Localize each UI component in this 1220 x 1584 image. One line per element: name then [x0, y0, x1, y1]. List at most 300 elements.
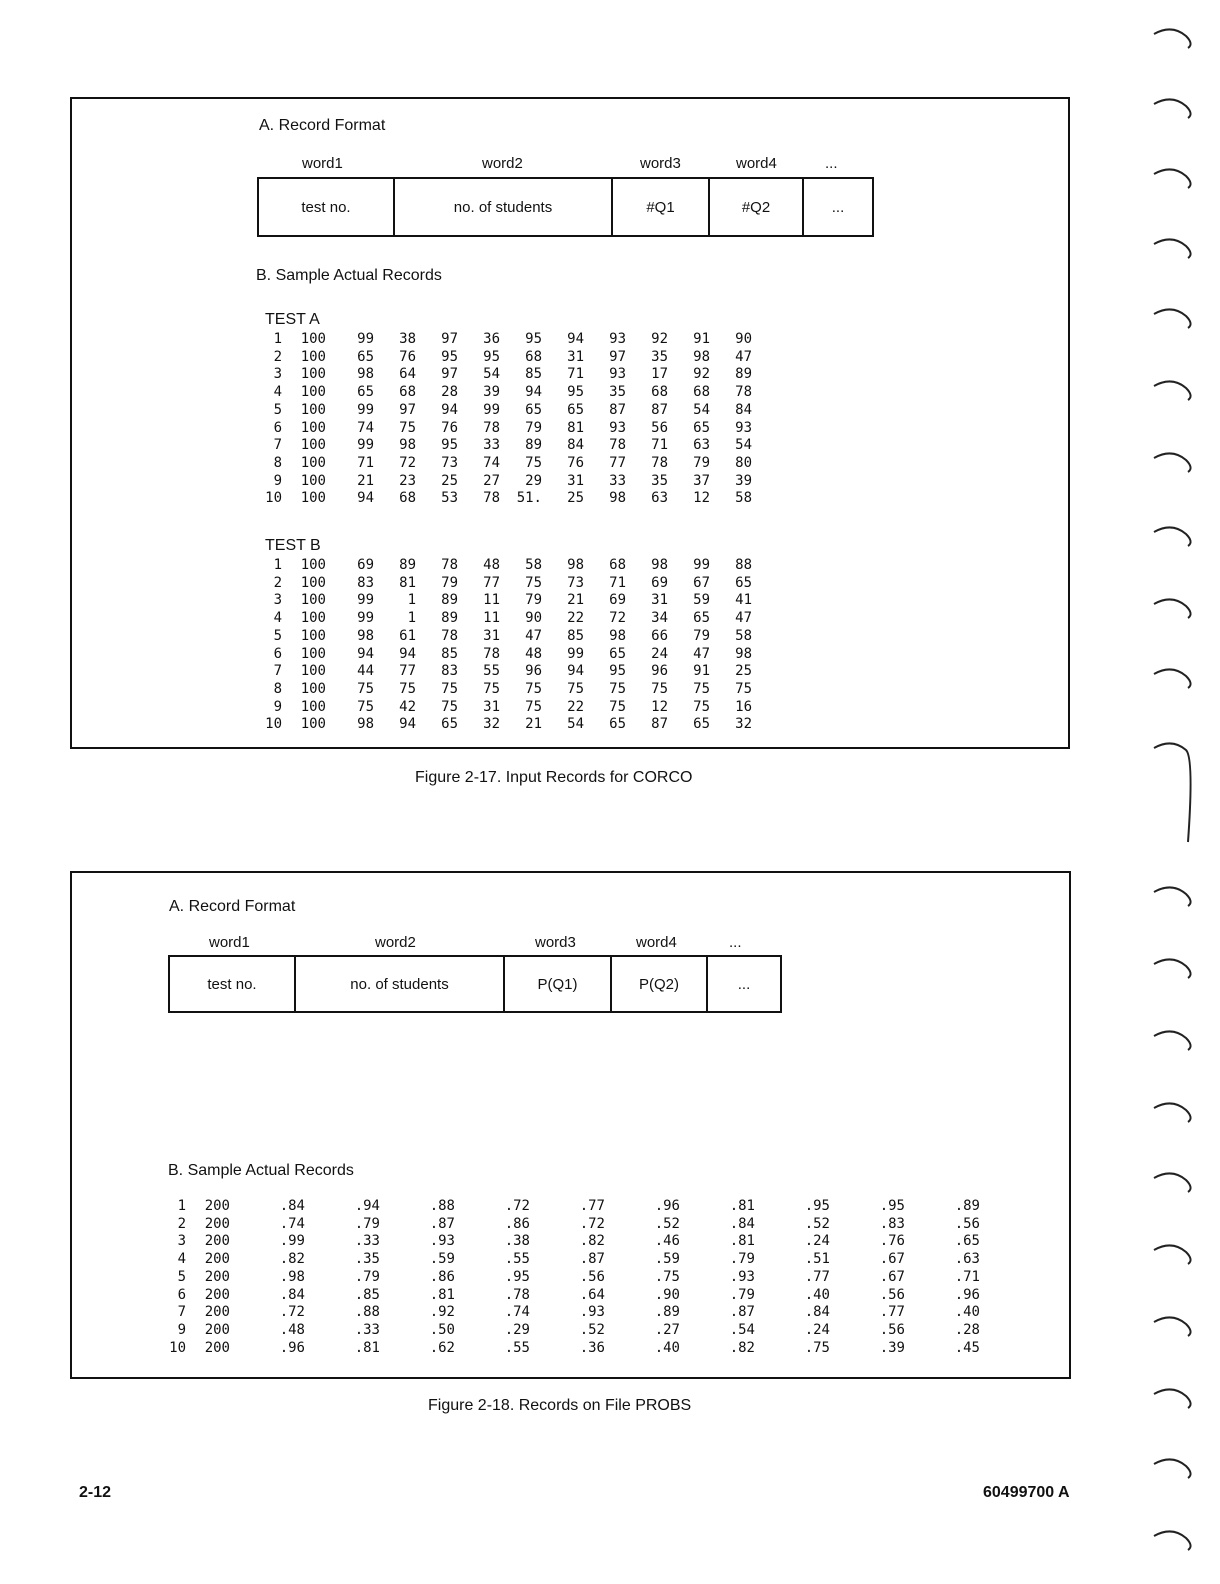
record-value: 65 [357, 348, 374, 365]
record-row [264, 331, 752, 349]
fig1-word-label-2: word2 [482, 155, 523, 172]
record-value: .29 [504, 1321, 530, 1338]
record-value: .88 [429, 1198, 455, 1214]
record-value: 90 [525, 610, 542, 627]
record-value: .82 [579, 1233, 605, 1250]
fig1-format-cell-q1: #Q1 [613, 179, 710, 235]
record-value: 58 [735, 627, 752, 644]
record-value: .52 [579, 1321, 605, 1338]
record-row [168, 1322, 980, 1340]
record-value: 21 [525, 716, 542, 733]
record-row [264, 610, 752, 628]
record-value: .79 [354, 1215, 380, 1232]
record-test-number: 3 [273, 592, 282, 609]
record-value: .77 [879, 1304, 905, 1321]
record-value: 78 [441, 557, 458, 573]
record-value: 77 [399, 663, 416, 680]
record-test-number: 6 [273, 645, 282, 662]
record-value: .33 [354, 1321, 380, 1338]
figure-2-18-caption: Figure 2-18. Records on File PROBS [428, 1397, 692, 1414]
record-value: .56 [879, 1321, 905, 1338]
record-student-count: 200 [204, 1339, 230, 1356]
record-value: 79 [693, 454, 710, 471]
record-row [264, 716, 752, 734]
record-value: 95 [483, 348, 500, 365]
record-value: 98 [357, 627, 374, 644]
record-value: 76 [399, 348, 416, 365]
record-value: .74 [279, 1215, 305, 1232]
record-student-count: 200 [204, 1304, 230, 1321]
record-value: .95 [879, 1198, 905, 1214]
record-value: 65 [441, 716, 458, 733]
record-student-count: 100 [300, 401, 326, 418]
record-value: 69 [609, 592, 626, 609]
record-row [168, 1287, 980, 1305]
record-value: .98 [279, 1268, 305, 1285]
record-row [264, 490, 752, 508]
record-value: 58 [735, 490, 752, 507]
binder-ring-icon [1154, 1245, 1191, 1264]
record-value: .56 [954, 1215, 980, 1232]
record-value: .64 [579, 1286, 605, 1303]
record-value: 65 [525, 401, 542, 418]
record-value: 68 [399, 490, 416, 507]
record-value: .55 [504, 1251, 530, 1268]
record-value: .79 [729, 1286, 755, 1303]
record-value: 25 [441, 472, 458, 489]
record-value: 75 [525, 574, 542, 591]
record-value: .54 [729, 1321, 755, 1338]
binder-ring-icon [1154, 169, 1191, 188]
record-value: 72 [609, 610, 626, 627]
record-value: 68 [399, 384, 416, 401]
record-value: 16 [735, 698, 752, 715]
record-value: 99 [357, 437, 374, 454]
record-value: 75 [399, 680, 416, 697]
record-value: 78 [735, 384, 752, 401]
fig2-format-cell-p-q2: P(Q2) [612, 957, 708, 1011]
record-value: 98 [399, 437, 416, 454]
record-row [168, 1251, 980, 1269]
record-value: .24 [804, 1321, 830, 1338]
record-value: .84 [279, 1286, 305, 1303]
fig1-word-label-5: ... [825, 155, 838, 172]
record-value: 99 [483, 401, 500, 418]
record-student-count: 100 [300, 716, 326, 733]
record-value: .82 [279, 1251, 305, 1268]
record-value: 75 [483, 680, 500, 697]
record-test-number: 6 [273, 419, 282, 436]
record-value: 95 [525, 331, 542, 347]
fig1-format-cell-test-no: test no. [259, 179, 395, 235]
record-value: .76 [879, 1233, 905, 1250]
record-value: .56 [879, 1286, 905, 1303]
figure-2-17-box [70, 97, 1070, 749]
fig2-word-label-5: ... [729, 934, 742, 951]
record-row [264, 628, 752, 646]
record-value: 84 [735, 401, 752, 418]
record-value: .50 [429, 1321, 455, 1338]
record-value: .55 [504, 1339, 530, 1356]
record-value: 55 [483, 663, 500, 680]
record-value: 99 [693, 557, 710, 573]
record-value: .28 [954, 1321, 980, 1338]
record-value: .72 [504, 1198, 530, 1214]
record-value: 99 [357, 592, 374, 609]
record-student-count: 100 [300, 645, 326, 662]
record-value: 75 [525, 698, 542, 715]
record-value: .35 [354, 1251, 380, 1268]
record-value: .93 [579, 1304, 605, 1321]
record-value: 39 [735, 472, 752, 489]
record-value: 12 [651, 698, 668, 715]
record-value: .52 [804, 1215, 830, 1232]
record-value: 54 [735, 437, 752, 454]
fig1-word-label-4: word4 [736, 155, 777, 172]
record-student-count: 100 [300, 348, 326, 365]
record-value: 67 [693, 574, 710, 591]
record-test-number: 2 [273, 348, 282, 365]
record-value: 29 [525, 472, 542, 489]
record-value: 79 [525, 592, 542, 609]
record-value: .59 [429, 1251, 455, 1268]
record-value: 91 [693, 331, 710, 347]
record-value: 93 [609, 419, 626, 436]
record-student-count: 100 [300, 490, 326, 507]
record-student-count: 100 [300, 437, 326, 454]
record-value: .74 [504, 1304, 530, 1321]
record-value: 48 [525, 645, 542, 662]
record-test-number: 4 [273, 610, 282, 627]
record-value: 1 [407, 610, 416, 627]
record-value: 94 [399, 645, 416, 662]
record-test-number: 3 [177, 1233, 186, 1250]
record-value: .67 [879, 1268, 905, 1285]
record-test-number: 8 [273, 454, 282, 471]
fig1-word-label-1: word1 [302, 155, 343, 172]
record-value: 91 [693, 663, 710, 680]
record-value: 95 [441, 348, 458, 365]
record-value: 99 [357, 331, 374, 347]
record-value: 74 [357, 419, 374, 436]
record-value: 83 [357, 574, 374, 591]
record-value: 89 [735, 366, 752, 383]
record-value: .87 [429, 1215, 455, 1232]
record-value: 93 [735, 419, 752, 436]
record-value: 68 [651, 384, 668, 401]
record-value: .84 [804, 1304, 830, 1321]
record-row [168, 1216, 980, 1234]
record-value: 78 [483, 645, 500, 662]
record-value: 98 [735, 645, 752, 662]
record-value: .36 [579, 1339, 605, 1356]
record-student-count: 100 [300, 366, 326, 383]
record-value: .62 [429, 1339, 455, 1356]
record-value: 25 [735, 663, 752, 680]
record-value: .99 [279, 1233, 305, 1250]
record-value: 92 [693, 366, 710, 383]
record-value: 11 [483, 592, 500, 609]
record-value: 65 [357, 384, 374, 401]
fig2-record-format-table [168, 955, 782, 1013]
record-test-number: 7 [177, 1304, 186, 1321]
fig2-format-cell-students: no. of students [296, 957, 505, 1011]
record-value: 66 [651, 627, 668, 644]
fig2-word-label-1: word1 [209, 934, 250, 951]
record-student-count: 200 [204, 1198, 230, 1214]
binder-ring-icon [1154, 669, 1191, 688]
fig2-word-label-2: word2 [375, 934, 416, 951]
record-test-number: 4 [177, 1251, 186, 1268]
record-value: 65 [693, 419, 710, 436]
record-value: 97 [399, 401, 416, 418]
record-value: .59 [654, 1251, 680, 1268]
record-value: 89 [441, 592, 458, 609]
fig1-section-b-heading: B. Sample Actual Records [256, 267, 442, 284]
record-value: 95 [609, 663, 626, 680]
page-number: 2-12 [79, 1484, 112, 1501]
record-value: 1 [407, 592, 416, 609]
record-row [168, 1340, 980, 1358]
record-value: 63 [693, 437, 710, 454]
record-value: 65 [609, 645, 626, 662]
record-value: 73 [441, 454, 458, 471]
record-value: .96 [279, 1339, 305, 1356]
record-value: 58 [525, 557, 542, 573]
binder-ring-icon [1154, 309, 1191, 328]
record-row [264, 646, 752, 664]
record-student-count: 100 [300, 331, 326, 347]
record-value: 71 [567, 366, 584, 383]
record-student-count: 100 [300, 384, 326, 401]
record-value: .89 [954, 1198, 980, 1214]
record-value: 32 [483, 716, 500, 733]
record-value: 97 [441, 331, 458, 347]
record-value: 77 [609, 454, 626, 471]
record-value: .84 [279, 1198, 305, 1214]
binder-ring-icon [1154, 99, 1191, 118]
fig2-format-cell-test-no: test no. [170, 957, 296, 1011]
test-a-records-table [264, 331, 752, 508]
binder-ring-icon [1154, 599, 1191, 618]
record-value: .71 [954, 1268, 980, 1285]
record-value: 98 [567, 557, 584, 573]
record-test-number: 3 [273, 366, 282, 383]
record-value: 95 [567, 384, 584, 401]
record-value: 47 [693, 645, 710, 662]
record-value: 31 [483, 627, 500, 644]
record-value: .40 [954, 1304, 980, 1321]
record-value: 36 [483, 331, 500, 347]
record-value: .48 [279, 1321, 305, 1338]
record-value: 79 [693, 627, 710, 644]
record-value: 75 [609, 680, 626, 697]
record-value: 97 [609, 348, 626, 365]
record-value: .39 [879, 1339, 905, 1356]
record-test-number: 1 [177, 1198, 186, 1214]
record-value: .87 [579, 1251, 605, 1268]
record-value: 34 [651, 610, 668, 627]
record-value: .96 [654, 1198, 680, 1214]
record-value: 37 [693, 472, 710, 489]
record-value: 97 [441, 366, 458, 383]
record-value: 79 [441, 574, 458, 591]
record-student-count: 100 [300, 419, 326, 436]
record-value: .24 [804, 1233, 830, 1250]
record-student-count: 100 [300, 627, 326, 644]
record-value: .88 [354, 1304, 380, 1321]
record-value: .94 [354, 1198, 380, 1214]
fig1-format-cell-more: ... [831, 198, 845, 216]
record-value: 61 [399, 627, 416, 644]
record-value: 93 [609, 366, 626, 383]
record-value: .83 [879, 1215, 905, 1232]
record-value: 31 [651, 592, 668, 609]
record-row [264, 437, 752, 455]
record-test-number: 8 [273, 680, 282, 697]
record-student-count: 100 [300, 454, 326, 471]
record-value: .77 [579, 1198, 605, 1214]
binder-ring-icon [1154, 1173, 1191, 1192]
record-value: 98 [651, 557, 668, 573]
record-student-count: 200 [204, 1215, 230, 1232]
record-row [264, 473, 752, 491]
record-value: 77 [483, 574, 500, 591]
record-value: 47 [735, 610, 752, 627]
record-test-number: 9 [273, 698, 282, 715]
record-value: 33 [483, 437, 500, 454]
record-value: 68 [525, 348, 542, 365]
record-value: 75 [357, 698, 374, 715]
record-value: .95 [804, 1198, 830, 1214]
record-value: 99 [567, 645, 584, 662]
record-value: .63 [954, 1251, 980, 1268]
record-value: .90 [654, 1286, 680, 1303]
record-value: 99 [357, 401, 374, 418]
record-test-number: 5 [273, 627, 282, 644]
record-value: 75 [567, 680, 584, 697]
record-value: 85 [441, 645, 458, 662]
record-value: 89 [399, 557, 416, 573]
record-value: 25 [567, 490, 584, 507]
record-value: 22 [567, 698, 584, 715]
record-value: 94 [567, 331, 584, 347]
record-value: 75 [693, 698, 710, 715]
record-value: 31 [567, 472, 584, 489]
record-value: 90 [735, 331, 752, 347]
record-value: 47 [735, 348, 752, 365]
record-test-number: 10 [265, 490, 282, 507]
record-value: .85 [354, 1286, 380, 1303]
record-value: 75 [735, 680, 752, 697]
record-value: .86 [504, 1215, 530, 1232]
record-value: .40 [654, 1339, 680, 1356]
record-value: .86 [429, 1268, 455, 1285]
record-row [264, 663, 752, 681]
record-value: 84 [567, 437, 584, 454]
fig2-word-label-4: word4 [636, 934, 677, 951]
record-value: 98 [609, 627, 626, 644]
record-value: 87 [651, 401, 668, 418]
record-student-count: 200 [204, 1233, 230, 1250]
binder-ring-icon [1154, 1103, 1191, 1122]
record-value: .67 [879, 1251, 905, 1268]
record-value: .79 [729, 1251, 755, 1268]
record-row [168, 1233, 980, 1251]
binder-ring-icon [1154, 453, 1191, 472]
record-student-count: 200 [204, 1321, 230, 1338]
record-value: 28 [441, 384, 458, 401]
binder-ring-icon [1154, 959, 1191, 978]
record-value: 94 [567, 663, 584, 680]
record-value: .95 [504, 1268, 530, 1285]
record-value: 65 [567, 401, 584, 418]
record-value: 98 [357, 366, 374, 383]
record-row [264, 557, 752, 575]
record-value: .89 [654, 1304, 680, 1321]
record-value: 98 [357, 716, 374, 733]
record-row [168, 1198, 980, 1216]
record-value: .81 [729, 1198, 755, 1214]
record-value: 11 [483, 610, 500, 627]
record-value: 35 [651, 348, 668, 365]
record-row [264, 420, 752, 438]
record-value: 94 [441, 401, 458, 418]
record-value: 78 [441, 627, 458, 644]
record-value: 88 [735, 557, 752, 573]
record-value: 71 [357, 454, 374, 471]
record-value: 23 [399, 472, 416, 489]
record-value: 78 [651, 454, 668, 471]
record-value: 93 [609, 331, 626, 347]
record-value: 99 [357, 610, 374, 627]
fig1-word-label-3: word3 [640, 155, 681, 172]
record-value: .77 [804, 1268, 830, 1285]
record-value: .56 [579, 1268, 605, 1285]
record-value: 39 [483, 384, 500, 401]
record-value: 65 [609, 716, 626, 733]
binder-ring-icon [1154, 1531, 1191, 1550]
figure-2-17-caption: Figure 2-17. Input Records for CORCO [415, 769, 693, 786]
record-value: .33 [354, 1233, 380, 1250]
record-row [264, 592, 752, 610]
record-value: .45 [954, 1339, 980, 1356]
fig2-section-b-heading: B. Sample Actual Records [168, 1162, 354, 1179]
record-value: 98 [609, 490, 626, 507]
record-value: .51 [804, 1251, 830, 1268]
record-value: .84 [729, 1215, 755, 1232]
record-value: 71 [609, 574, 626, 591]
record-value: 73 [567, 574, 584, 591]
record-test-number: 10 [169, 1339, 186, 1356]
record-student-count: 200 [204, 1268, 230, 1285]
record-value: 51. [516, 490, 542, 507]
test-a-label: TEST A [265, 311, 320, 328]
record-value: 75 [441, 698, 458, 715]
record-test-number: 7 [273, 437, 282, 454]
binder-ring-icon [1154, 1389, 1191, 1408]
record-value: 83 [441, 663, 458, 680]
record-value: 95 [441, 437, 458, 454]
record-value: .40 [804, 1286, 830, 1303]
record-value: 89 [525, 437, 542, 454]
record-value: 41 [735, 592, 752, 609]
record-value: .75 [654, 1268, 680, 1285]
record-value: 75 [525, 680, 542, 697]
record-value: .65 [954, 1233, 980, 1250]
record-test-number: 9 [177, 1321, 186, 1338]
record-value: .82 [729, 1339, 755, 1356]
